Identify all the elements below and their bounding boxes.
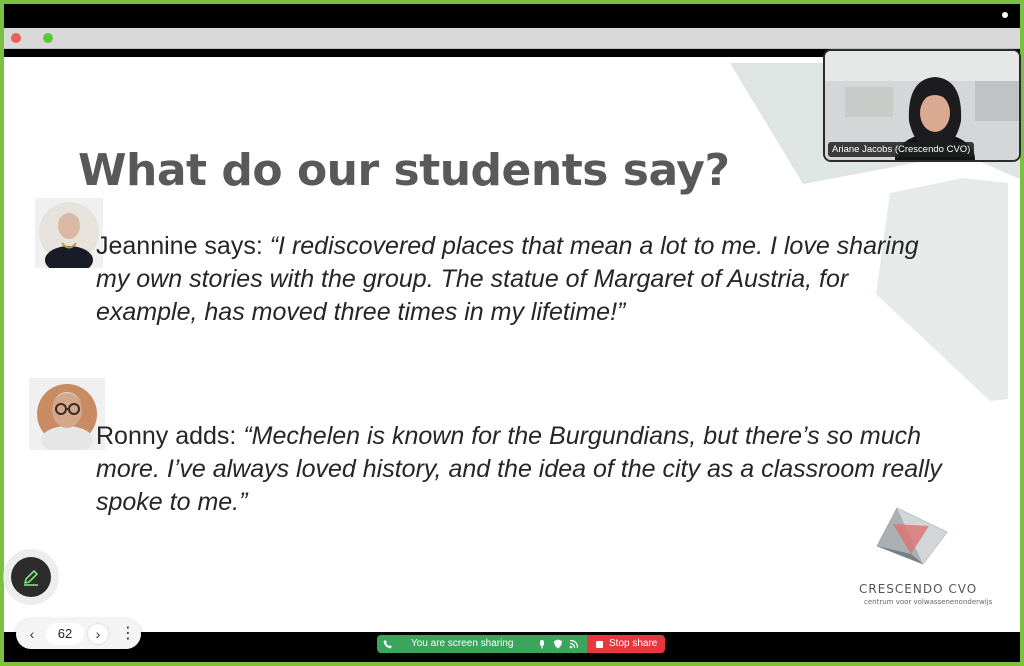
pen-icon — [21, 567, 41, 587]
maximize-window-button[interactable] — [43, 33, 53, 43]
close-window-button[interactable] — [11, 33, 21, 43]
more-options-button[interactable] — [120, 624, 136, 644]
participant-video[interactable] — [825, 51, 1019, 160]
slide-title: What do our students say? — [78, 145, 730, 196]
window-titlebar — [4, 28, 1020, 49]
logo-subtitle: centrum voor volwassenenonderwijs — [864, 598, 993, 606]
mic-icon — [537, 639, 547, 649]
status-dot — [1002, 12, 1008, 18]
page-number[interactable]: 62 — [46, 623, 84, 645]
quote-jeannine — [96, 230, 956, 329]
participant-name: Ariane Jacobs (Crescendo CVO) — [828, 142, 974, 157]
chevron-right-icon: › — [95, 626, 101, 642]
chevron-left-icon: ‹ — [29, 626, 35, 642]
logo-name: CRESCENDO CVO — [859, 582, 978, 596]
quote-ronny — [96, 420, 956, 519]
quote-speaker: Ronny adds: — [96, 422, 237, 450]
next-slide-button[interactable] — [88, 624, 108, 644]
quote-speaker: Jeannine says: — [96, 232, 263, 260]
screen-sharing-indicator[interactable] — [377, 635, 587, 653]
quote-text: “Mechelen is known for the Burgundians, but there’s so much more. I’ve always loved history, and the idea of the city as a classroom really spoke to me.” — [96, 422, 942, 516]
minimize-window-button[interactable] — [27, 33, 37, 43]
more-vertical-icon: ⋮ — [120, 625, 136, 642]
screen-sharing-status: You are screen sharing — [411, 638, 514, 649]
stop-share-label: Stop share — [609, 638, 658, 649]
top-bar — [4, 4, 1020, 28]
quote-text: “I rediscovered places that mean a lot to me. I love sharing my own stories with the group. The statue of Margaret of Austria, for example, has moved three times in my lifetime!” — [96, 232, 919, 326]
avatar-ronny — [29, 378, 105, 450]
slide-pager — [16, 619, 141, 649]
phone-icon — [383, 639, 393, 649]
stop-share-button[interactable] — [587, 635, 665, 653]
crescendo-logo — [859, 502, 969, 580]
previous-slide-button[interactable] — [22, 624, 42, 644]
signal-icon — [569, 639, 579, 649]
annotate-button[interactable] — [11, 557, 51, 597]
stop-icon — [596, 641, 603, 648]
avatar-jeannine — [35, 198, 103, 268]
shield-icon — [553, 639, 563, 649]
